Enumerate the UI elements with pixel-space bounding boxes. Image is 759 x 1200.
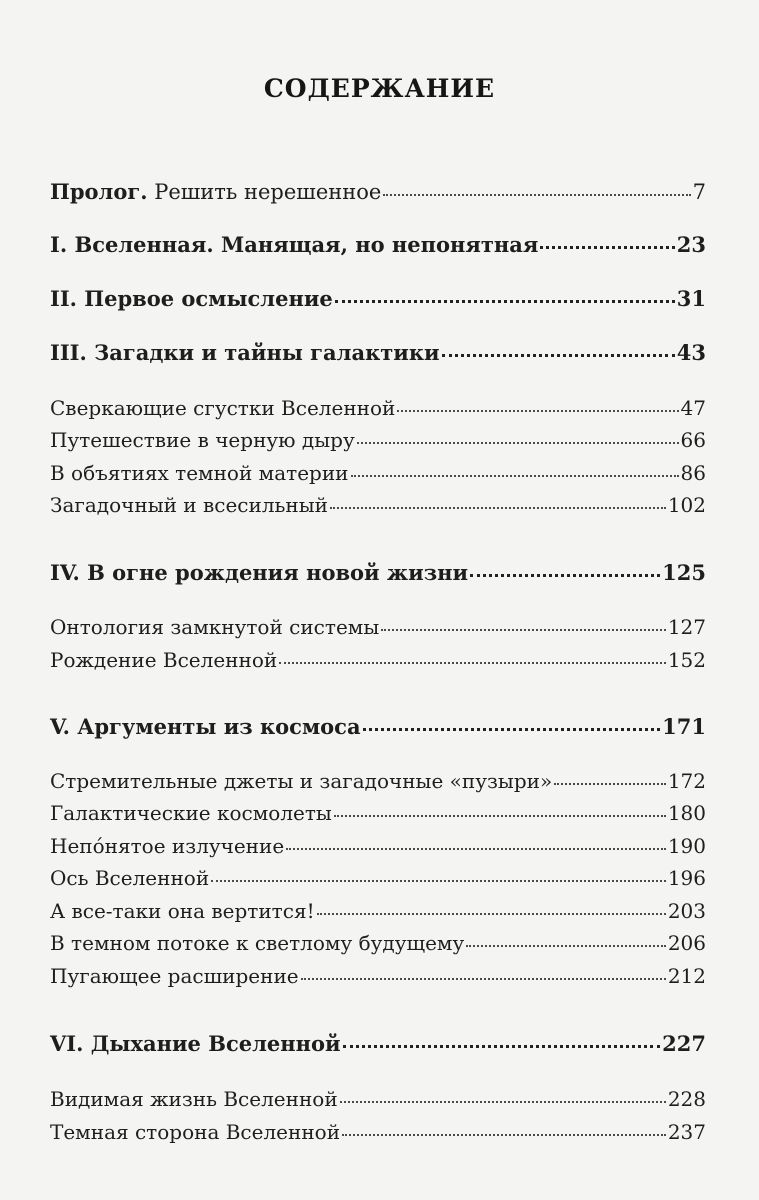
toc-subentry-label: В темном потоке к светлому будущему — [50, 931, 465, 955]
toc-subentry-label: Темная сторона Вселенной — [50, 1120, 341, 1144]
leader-dots — [442, 354, 675, 357]
toc-page-number: 66 — [680, 428, 706, 452]
toc-page-number: 102 — [667, 493, 706, 517]
toc-page-number: 180 — [667, 801, 706, 825]
toc-page-number: 190 — [667, 834, 706, 858]
leader-dots — [211, 880, 666, 882]
toc-page-number: 171 — [662, 714, 706, 739]
toc-section-5[interactable] — [50, 712, 706, 742]
toc-page-number: 125 — [662, 560, 706, 585]
toc-subentry[interactable] — [50, 961, 706, 991]
leader-dots — [540, 246, 674, 249]
leader-dots — [466, 945, 666, 947]
toc-page-number: 23 — [676, 232, 706, 257]
leader-dots — [357, 442, 679, 444]
toc-section-label: III. Загадки и тайны галактики — [50, 340, 440, 365]
toc-subentry-label: Непóнятое излучение — [50, 834, 285, 858]
prologue-rest: Решить нерешенное — [147, 180, 382, 204]
toc-page-number: 31 — [676, 286, 706, 311]
toc-subentry[interactable] — [50, 490, 706, 520]
toc-page-number: 227 — [662, 1031, 706, 1056]
leader-dots — [279, 662, 666, 664]
toc-subentry[interactable] — [50, 863, 706, 893]
toc-subentry[interactable] — [50, 831, 706, 861]
toc-page-number: 47 — [680, 396, 706, 420]
leader-dots — [286, 848, 666, 850]
toc-subentry[interactable] — [50, 766, 706, 796]
toc-section-2[interactable] — [50, 284, 706, 314]
toc-page-number: 196 — [667, 866, 706, 890]
toc-page-number: 237 — [667, 1120, 706, 1144]
toc-subentry[interactable] — [50, 798, 706, 828]
toc-subentry[interactable] — [50, 425, 706, 455]
toc-page-number: 43 — [676, 340, 706, 365]
toc-subentry-label: Галактические космолеты — [50, 801, 332, 825]
toc-page-number: 206 — [667, 931, 706, 955]
leader-dots — [317, 913, 666, 915]
leader-dots — [340, 1101, 666, 1103]
prologue-bold: Пролог. — [50, 179, 148, 204]
toc-subentry-label: Рождение Вселенной — [50, 648, 278, 672]
leader-dots — [470, 574, 660, 577]
toc-page-number: 172 — [667, 769, 706, 793]
leader-dots — [343, 1045, 661, 1048]
toc-section-1[interactable] — [50, 230, 706, 260]
toc-entry-prologue[interactable] — [50, 177, 706, 207]
toc-section-label: V. Аргументы из космоса — [50, 714, 361, 739]
toc-subentry-label: Онтология замкнутой системы — [50, 615, 380, 639]
toc-page-number: 7 — [692, 180, 706, 204]
toc-page-number: 127 — [667, 615, 706, 639]
toc-section-label: II. Первое осмысление — [50, 286, 333, 311]
toc-page-number: 212 — [667, 964, 706, 988]
toc-subentry[interactable] — [50, 612, 706, 642]
leader-dots — [342, 1134, 666, 1136]
toc-section-label: I. Вселенная. Манящая, но непонятная — [50, 232, 539, 257]
toc-entry-label — [50, 177, 381, 207]
toc-subentry-label: Ось Вселенной — [50, 866, 210, 890]
toc-subentry[interactable] — [50, 645, 706, 675]
toc-subentry[interactable] — [50, 1084, 706, 1114]
page-title: СОДЕРЖАНИЕ — [263, 74, 496, 103]
toc-section-6[interactable] — [50, 1029, 706, 1059]
leader-dots — [383, 194, 690, 196]
leader-dots — [335, 300, 675, 303]
toc-subentry[interactable] — [50, 896, 706, 926]
toc-section-label: IV. В огне рождения новой жизни — [50, 560, 469, 585]
toc-subentry[interactable] — [50, 393, 706, 423]
toc-section-3[interactable] — [50, 338, 706, 368]
toc-page-number: 86 — [680, 461, 706, 485]
toc-page-number: 203 — [667, 899, 706, 923]
toc-subentry-label: В объятиях темной материи — [50, 461, 349, 485]
toc-page-number: 228 — [667, 1087, 706, 1111]
toc-subentry-label: Сверкающие сгустки Вселенной — [50, 396, 396, 420]
toc-section-label: VI. Дыхание Вселенной — [50, 1031, 341, 1056]
toc-subentry-label: Стремительные джеты и загадочные «пузыри» — [50, 769, 553, 793]
toc-subentry-label: Загадочный и всесильный — [50, 493, 328, 517]
toc-subentry-label: Видимая жизнь Вселенной — [50, 1087, 338, 1111]
toc-subentry-label: А все-таки она вертится! — [50, 899, 315, 923]
leader-dots — [381, 629, 666, 631]
toc-subentry-label: Пугающее расширение — [50, 964, 299, 988]
leader-dots — [301, 978, 666, 980]
toc-subentry-label: Путешествие в черную дыру — [50, 428, 355, 452]
toc-subentry[interactable] — [50, 1117, 706, 1147]
leader-dots — [363, 728, 661, 731]
leader-dots — [397, 410, 678, 412]
toc-section-4[interactable] — [50, 558, 706, 588]
toc-subentry[interactable] — [50, 928, 706, 958]
toc-subentry[interactable] — [50, 458, 706, 488]
leader-dots — [554, 783, 666, 785]
toc-page-number: 152 — [667, 648, 706, 672]
leader-dots — [330, 507, 666, 509]
leader-dots — [334, 815, 666, 817]
leader-dots — [351, 475, 679, 477]
